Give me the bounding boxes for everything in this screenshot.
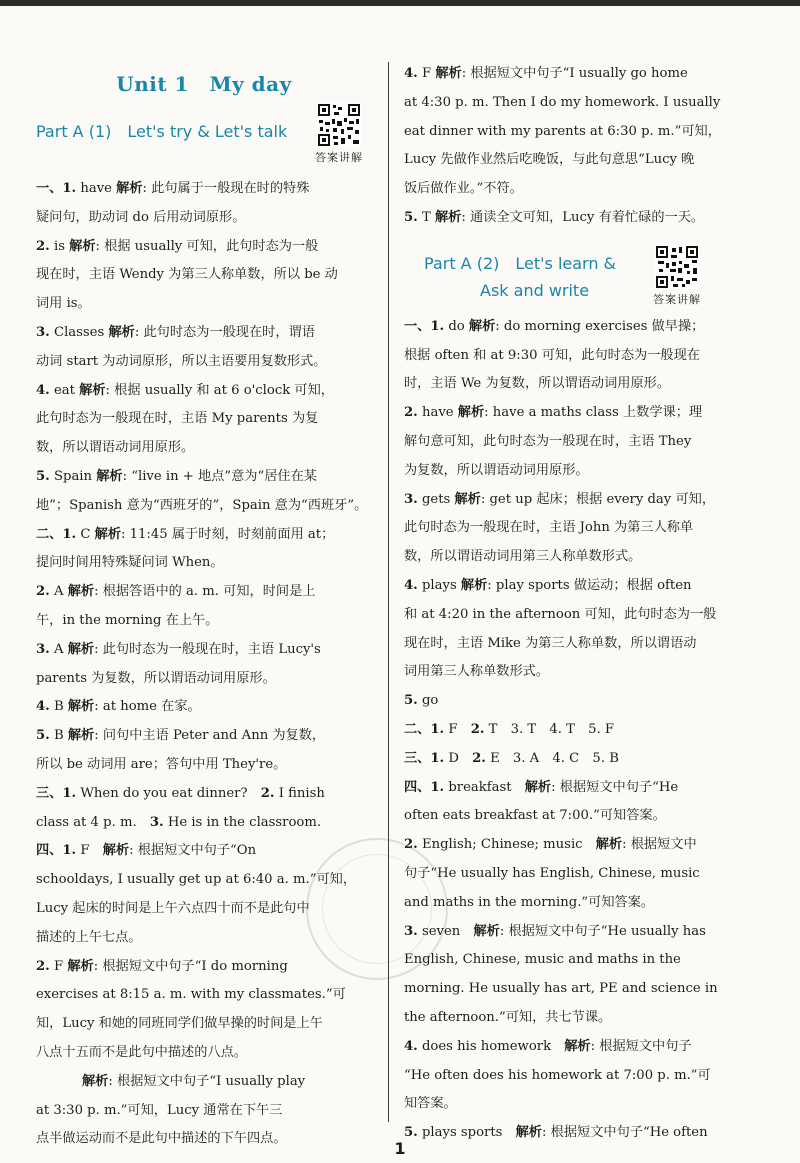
answer-line (404, 370, 766, 399)
analysis-label: 解析 (102, 843, 130, 859)
answer-text: F (76, 843, 103, 859)
answer-text: 解句意可知，此句时态为一般现在时，主语 They (404, 433, 692, 449)
item-number: 4. (36, 699, 50, 715)
analysis-text: : at home 在家。 (94, 699, 201, 715)
part-a2-title-line1: Part A (2) Let's learn & (424, 253, 617, 273)
answer-line (36, 204, 372, 233)
analysis-label: 解析 (473, 923, 500, 939)
analysis-label: 解析 (67, 641, 95, 657)
answer-line (404, 745, 766, 774)
answer-line (36, 981, 372, 1010)
answer-text: plays sports (417, 1125, 516, 1141)
analysis-label: 解析 (515, 1125, 542, 1141)
answer-line (36, 837, 372, 866)
answer-text: 饭后做作业。”不符。 (404, 181, 523, 197)
answer-text: 知答案。 (404, 1096, 457, 1112)
answer-line (404, 1004, 766, 1033)
analysis-label: 解析 (108, 324, 135, 340)
answer-line (36, 607, 372, 636)
answer-text: 现在时，主语 Mike 为第三人称单数，所以谓语动 (404, 635, 697, 651)
answer-line (404, 486, 766, 515)
answer-line (36, 549, 372, 578)
answer-text: 和 at 4:20 in the afternoon 可知，此句时态为一般 (404, 606, 717, 622)
answer-text: the afternoon.”可知，共七节课。 (404, 1009, 612, 1025)
answer-text: 描述的上午七点。 (36, 929, 142, 945)
analysis-label: 解析 (454, 491, 481, 507)
answer-text: does his homework (417, 1038, 565, 1054)
answer-text: Lucy 起床的时间是上午六点四十而不是此句中 (36, 900, 310, 916)
item-number: 5. (404, 1125, 418, 1141)
answer-line (404, 118, 766, 147)
answer-line (404, 1062, 766, 1091)
right-top-answer-list (404, 60, 766, 233)
qr-caption: 答案讲解 (653, 292, 701, 306)
item-number: 3. (404, 491, 418, 507)
answer-text: eat dinner with my parents at 6:30 p. m.”可知， (404, 123, 721, 139)
answer-text: go (417, 693, 439, 709)
answer-text: at 4:30 p. m. Then I do my homework. I usually (404, 94, 721, 110)
answer-line (36, 722, 372, 751)
item-number: 一、1. (404, 318, 445, 334)
answer-line (404, 774, 766, 803)
answer-text: 词用第三人称单数形式。 (404, 664, 550, 680)
item-number: 一、1. (36, 181, 77, 196)
part-a2-header (404, 239, 766, 309)
answer-line (404, 1033, 766, 1062)
analysis-text: : 通读全文可知，Lucy 有着忙碌的一天。 (461, 209, 705, 225)
answer-line (404, 543, 766, 572)
analysis-text: : 根据短文中句子 (590, 1038, 692, 1054)
analysis-label: 解析 (69, 238, 96, 254)
answer-line (404, 975, 766, 1004)
answer-line (36, 693, 372, 722)
answer-text: A (49, 641, 68, 657)
answer-text: 地”；Spanish 意为“西班牙的”，Spain 意为“西班牙”。 (36, 497, 368, 513)
answer-text: 数，所以谓语动词用原形。 (36, 440, 195, 456)
answer-line (36, 492, 372, 521)
analysis-label: 2. (472, 750, 486, 766)
analysis-label: 解析 (67, 699, 95, 715)
answer-line (36, 1068, 372, 1097)
answer-text: have (417, 405, 458, 421)
answer-line (404, 514, 766, 543)
answer-text: is (49, 238, 70, 254)
answer-text: B (49, 728, 68, 744)
item-number: 4. (404, 66, 418, 81)
answer-text: 数，所以谓语动词用第三人称单数形式。 (404, 549, 642, 565)
analysis-label: 解析 (434, 209, 462, 225)
analysis-label: 解析 (94, 526, 122, 542)
answer-text: English, Chinese, music and maths in the (404, 952, 681, 968)
analysis-text: : have a maths class 上数学课；理 (484, 405, 703, 421)
analysis-label: 解析 (460, 577, 488, 593)
answer-text: Classes (49, 324, 109, 340)
answer-line (404, 716, 766, 745)
answer-line (36, 866, 372, 895)
item-number: 2. (36, 238, 50, 254)
top-rule (0, 0, 800, 6)
answer-line (404, 1090, 766, 1119)
qr-code-block-2[interactable] (644, 245, 710, 307)
answer-line (36, 924, 372, 953)
item-number: 3. (36, 324, 50, 340)
item-number: 四、1. (404, 779, 445, 795)
answer-text: class at 4 p. m. (36, 814, 150, 830)
page-number: 1 (394, 1139, 406, 1158)
answer-line (36, 1039, 372, 1068)
answer-text: 现在时，主语 Wendy 为第三人称单数，所以 be 动 (36, 267, 338, 283)
answer-line (36, 319, 372, 348)
item-number: 5. (404, 693, 418, 709)
analysis-text: I finish (274, 785, 325, 801)
analysis-text: : play sports 做运动；根据 often (487, 577, 692, 593)
item-number: 2. (36, 958, 50, 974)
answer-line (404, 60, 766, 89)
right-answer-list (404, 313, 766, 1148)
answer-text: morning. He usually has art, PE and science in (404, 981, 718, 997)
answer-text: C (76, 526, 95, 542)
answer-line (36, 175, 372, 204)
answer-text: D (444, 750, 473, 766)
answer-line (404, 399, 766, 428)
analysis-text: : 根据 usually 可知，此句时态为一般 (95, 238, 319, 254)
answer-line (404, 831, 766, 860)
analysis-label: 解析 (524, 779, 552, 795)
answer-line (36, 636, 372, 665)
answer-text: 时，主语 We 为复数，所以谓语动词用原形。 (404, 376, 671, 392)
answer-line (404, 572, 766, 601)
answer-line (404, 658, 766, 687)
answer-line (404, 946, 766, 975)
answer-text: Lucy 先做作业然后吃晚饭，与此句意思“Lucy 晚 (404, 152, 695, 168)
answer-text: 动词 start 为动词原形，所以主语要用复数形式。 (36, 353, 327, 369)
analysis-label: 2. (260, 785, 275, 801)
analysis-label: 解析 (96, 468, 123, 484)
answer-text: T (417, 209, 435, 225)
analysis-text: : 11:45 属于时刻，时刻前面用 at； (121, 526, 335, 542)
answer-text: 午，in the morning 在上午。 (36, 612, 219, 628)
answer-text: 此句时态为一般现在时，主语 My parents 为复 (36, 411, 319, 427)
answer-text: 点半做运动而不是此句中描述的下午四点。 (36, 1131, 287, 1147)
answer-line (36, 578, 372, 607)
answer-line (404, 918, 766, 947)
answer-text: “He often does his homework at 7:00 p. m.”可 (404, 1067, 711, 1083)
answer-text: parents 为复数，所以谓语动词用原形。 (36, 670, 276, 686)
answer-text: 为复数，所以谓语动词用原形。 (404, 462, 589, 478)
analysis-text: : 根据答语中的 a. m. 可知，时间是上 (94, 584, 316, 600)
analysis-text: : 此句时态为一般现在时，主语 Lucy's (94, 641, 321, 657)
analysis-text: : 根据短文中句子“He usually has (499, 923, 706, 939)
answer-text: When do you eat dinner? (76, 785, 261, 801)
answer-line (36, 377, 372, 406)
qr-code-icon[interactable] (317, 103, 361, 147)
answer-line (36, 751, 372, 780)
answer-text: F (417, 66, 436, 81)
answer-text: 句子“He usually has English, Chinese, music (404, 865, 700, 881)
answer-line (36, 809, 372, 838)
answer-text: and maths in the morning.”可知答案。 (404, 894, 655, 910)
answer-text: 八点十五而不是此句中描述的八点。 (36, 1044, 247, 1060)
analysis-label: 解析 (435, 66, 462, 81)
answer-text: 此句时态为一般现在时，主语 John 为第三人称单 (404, 520, 694, 536)
analysis-text: : 根据短文中句子“On (129, 843, 257, 859)
answer-text: Spain (49, 468, 97, 484)
item-number: 2. (404, 837, 418, 853)
answer-text: 疑问句，助动词 do 后用动词原形。 (36, 209, 246, 225)
item-number: 二、1. (404, 721, 445, 737)
answer-line (404, 89, 766, 118)
part-a1-title: Part A (1) Let's try & Let's talk (36, 122, 288, 141)
item-number: 4. (404, 577, 418, 593)
analysis-text: : “live in + 地点”意为“居住在某 (122, 468, 317, 484)
answer-text: schooldays, I usually get up at 6:40 a. m.”可知， (36, 872, 357, 888)
answer-line (36, 780, 372, 809)
item-number: 4. (36, 382, 50, 398)
item-number: 5. (36, 728, 50, 744)
analysis-label: 解析 (564, 1038, 591, 1054)
answer-text: do (444, 318, 469, 334)
left-answer-list (36, 175, 372, 1154)
answer-text: 提问时间用特殊疑问词 When。 (36, 555, 224, 571)
analysis-text: : 根据短文中句子“He often (542, 1125, 708, 1141)
right-column (404, 60, 766, 1148)
analysis-label: 2. (470, 721, 485, 737)
analysis-label: 解析 (116, 181, 143, 196)
item-number: 三、1. (404, 750, 445, 766)
answer-line (36, 233, 372, 262)
answer-line (36, 1010, 372, 1039)
answer-text: 根据 often 和 at 9:30 可知，此句时态为一般现在 (404, 347, 700, 363)
qr-code-icon[interactable] (655, 245, 699, 289)
answer-text: B (49, 699, 68, 715)
analysis-text: : get up 起床；根据 every day 可知， (480, 491, 716, 507)
answer-text: 所以 be 动词用 are；答句中用 They're。 (36, 756, 287, 772)
left-column (36, 56, 372, 1154)
item-number: 3. (36, 641, 50, 657)
answer-text: A (49, 584, 68, 600)
analysis-text: : 根据短文中句子“I do morning (93, 958, 288, 974)
answer-text: have (76, 181, 117, 196)
answer-line (36, 665, 372, 694)
answer-line (404, 601, 766, 630)
analysis-text: He is in the classroom. (163, 814, 322, 830)
analysis-label: 解析 (67, 958, 94, 974)
answer-line (36, 463, 372, 492)
item-number: 2. (404, 405, 418, 421)
answer-text: 词用 is。 (36, 296, 91, 312)
analysis-text: : do morning exercises 做早操； (495, 318, 705, 334)
part-a1-header (36, 111, 372, 171)
analysis-label: 3. (149, 814, 164, 830)
item-number: 二、1. (36, 526, 77, 542)
answer-line (404, 146, 766, 175)
qr-caption: 答案讲解 (315, 151, 363, 164)
answer-line (36, 953, 372, 982)
column-divider (388, 62, 389, 1122)
item-number: 5. (36, 468, 50, 484)
answer-line (404, 860, 766, 889)
item-number: 2. (36, 584, 50, 600)
answer-text: exercises at 8:15 a. m. with my classmates.”可 (36, 987, 346, 1003)
answer-line (404, 630, 766, 659)
analysis-label: 解析 (82, 1073, 109, 1089)
analysis-label: 解析 (457, 405, 485, 421)
analysis-text: E 3. A 4. C 5. B (485, 750, 619, 766)
answer-text: F (49, 958, 68, 974)
item-number: 四、1. (36, 843, 77, 859)
analysis-label: 解析 (79, 382, 106, 398)
answer-text: gets (417, 491, 455, 507)
analysis-label: 解析 (67, 584, 95, 600)
answer-text: 知，Lucy 和她的同班同学们做早操的时间是上午 (36, 1016, 323, 1032)
answer-text: plays (417, 577, 461, 593)
analysis-text: : 此句属于一般现在时的特殊 (142, 181, 310, 196)
answer-line (36, 405, 372, 434)
analysis-text: : 根据短文中句子“I usually go home (461, 66, 688, 81)
answer-text: breakfast (444, 779, 525, 795)
answer-text: seven (417, 923, 474, 939)
answer-text: eat (49, 382, 80, 398)
answer-line (36, 1097, 372, 1126)
item-number: 4. (404, 1038, 418, 1054)
answer-line (36, 521, 372, 550)
answer-line (36, 261, 372, 290)
analysis-label: 解析 (468, 318, 496, 334)
answer-line (36, 348, 372, 377)
answer-text: English; Chinese; music (417, 837, 596, 853)
part-a2-title-line2: Ask and write (480, 280, 590, 300)
answer-line (404, 313, 766, 342)
analysis-text: : 根据短文中句子“I usually play (108, 1073, 306, 1089)
answer-line (36, 434, 372, 463)
answer-text: F (444, 721, 471, 737)
answer-line (404, 428, 766, 457)
answer-line (404, 802, 766, 831)
answer-line (404, 175, 766, 204)
analysis-text: : 此句时态为一般现在时，谓语 (134, 324, 315, 340)
answer-line (404, 457, 766, 486)
analysis-text: : 根据短文中 (622, 837, 697, 853)
answer-line (404, 204, 766, 233)
analysis-label: 解析 (595, 837, 623, 853)
analysis-text: T 3. T 4. T 5. F (484, 721, 615, 737)
answer-line (404, 687, 766, 716)
analysis-text: : 问句中主语 Peter and Ann 为复数， (94, 728, 326, 744)
answer-line (404, 342, 766, 371)
answer-line (404, 889, 766, 918)
analysis-label: 解析 (67, 728, 95, 744)
analysis-text: : 根据 usually 和 at 6 o'clock 可知， (105, 382, 334, 398)
qr-code-block-1[interactable] (306, 103, 372, 165)
answer-text: at 3:30 p. m.”可知，Lucy 通常在下午三 (36, 1102, 283, 1118)
answer-line (36, 895, 372, 924)
analysis-text: : 根据短文中句子“He (551, 779, 679, 795)
unit-title: Unit 1 My day (116, 72, 292, 96)
item-number: 三、1. (36, 785, 77, 801)
answer-line (36, 290, 372, 319)
item-number: 5. (404, 209, 418, 225)
answer-text: often eats breakfast at 7:00.”可知答案。 (404, 808, 666, 824)
item-number: 3. (404, 923, 418, 939)
